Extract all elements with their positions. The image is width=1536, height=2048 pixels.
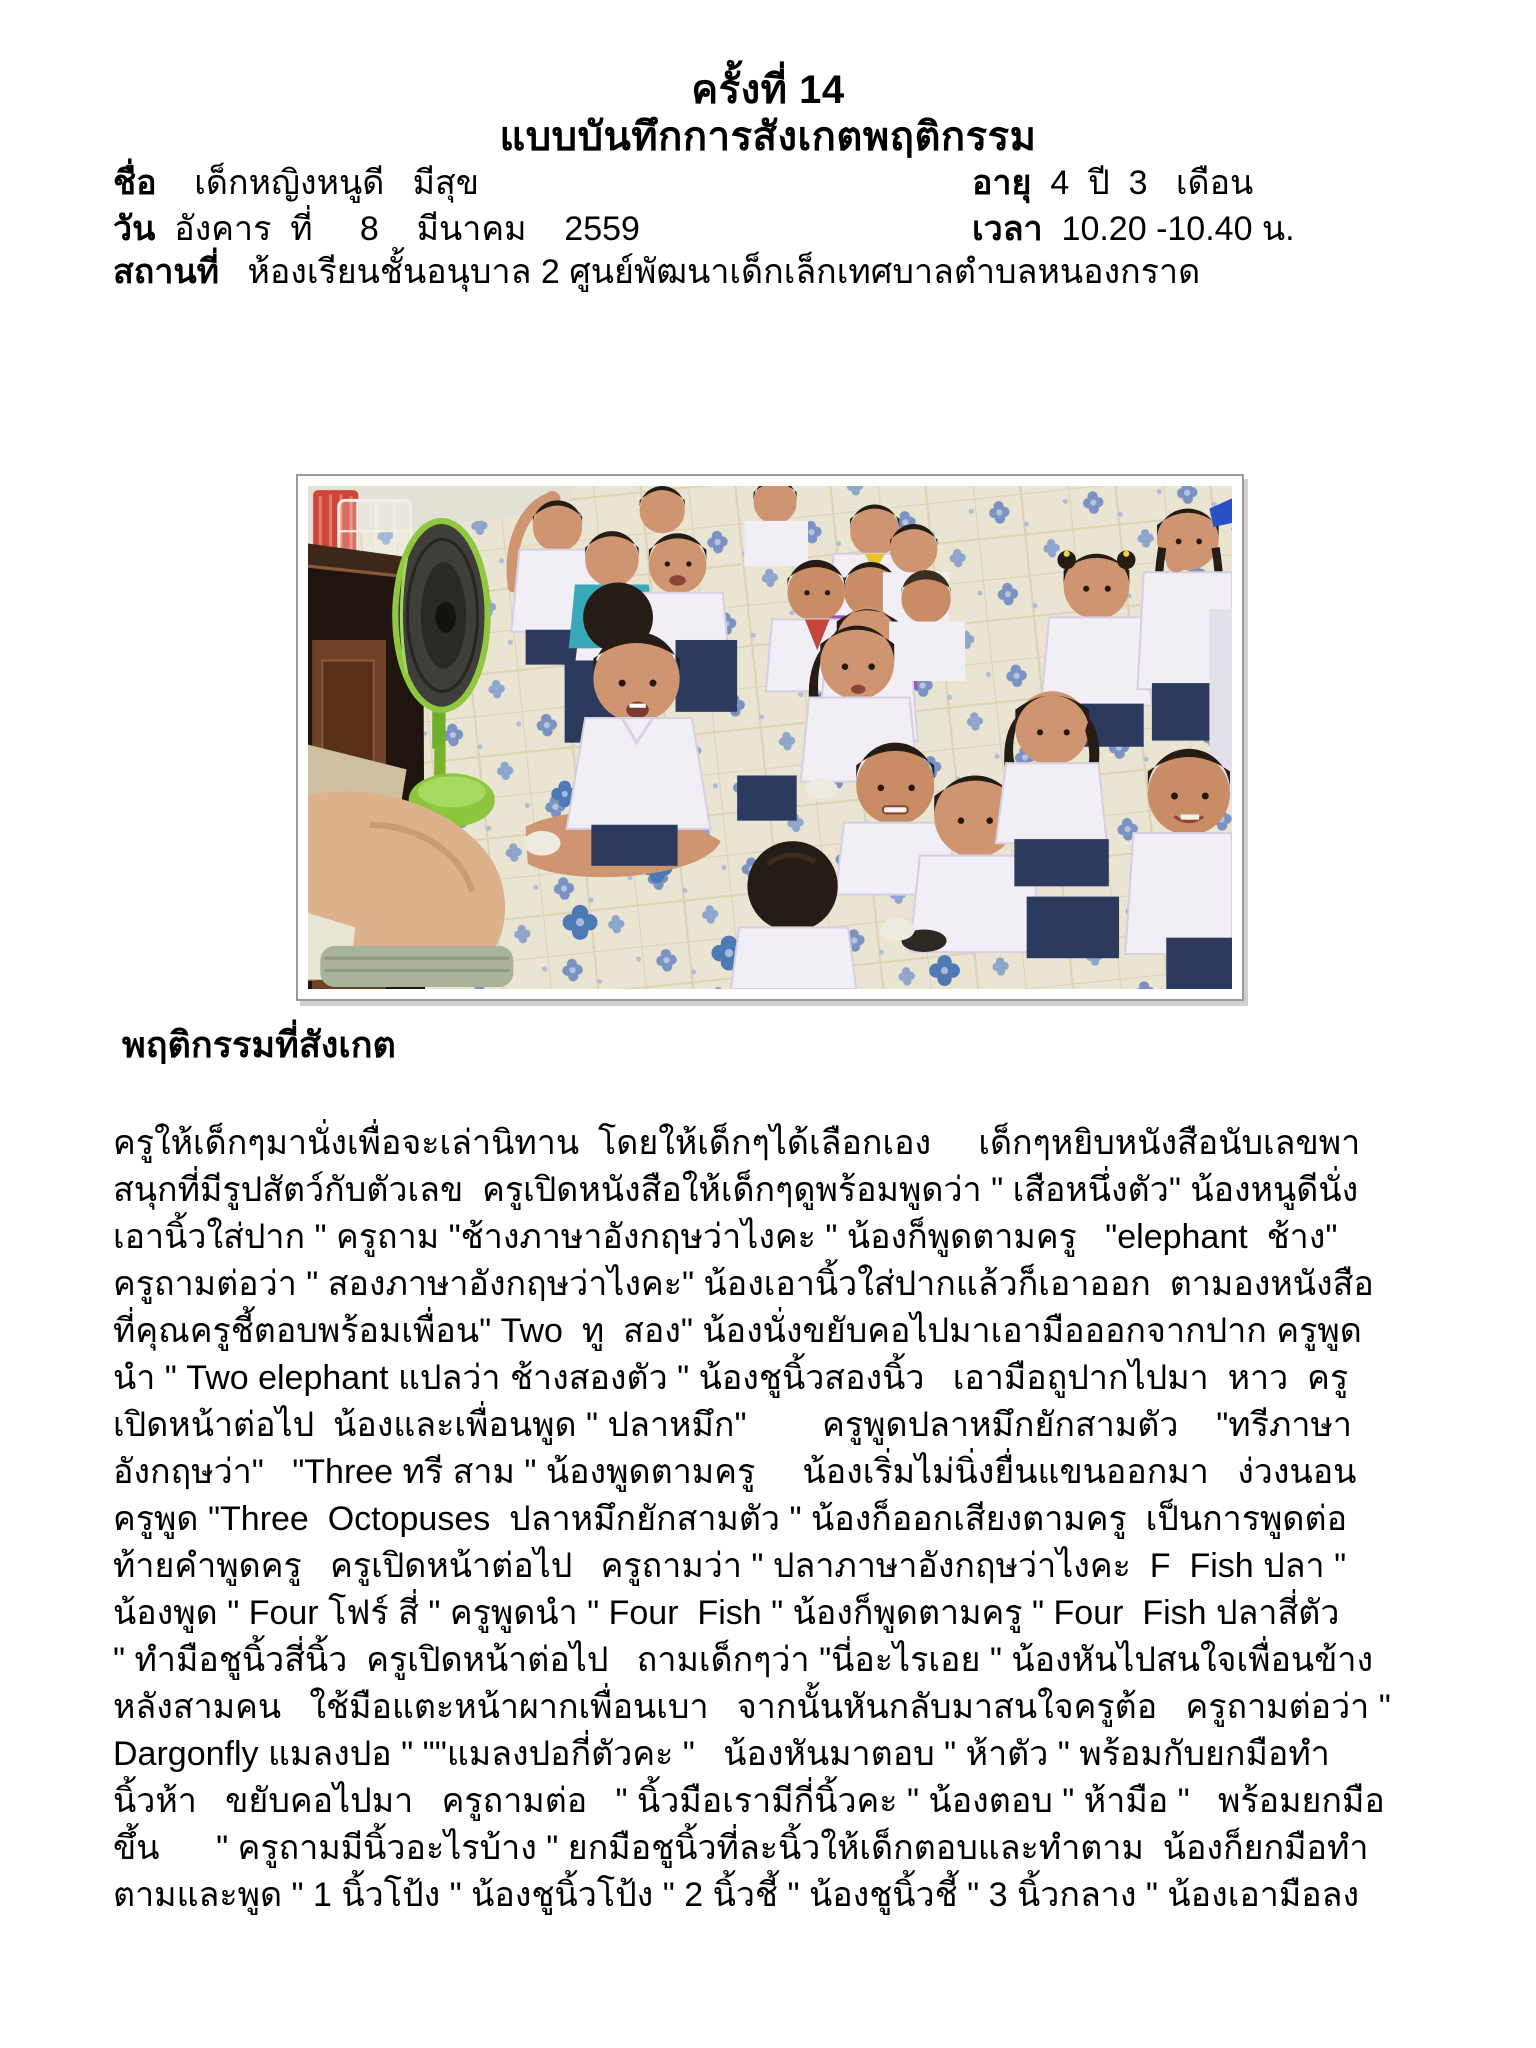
age-row xyxy=(972,160,1253,206)
session-title: ครั้งที่ 14 xyxy=(691,68,845,112)
observation-line: ตามและพูด " 1 นิ้วโป้ง " น้องชูนิ้วโป้ง " 2 นิ้วชี้ " น้องชูนิ้วชี้ " 3 นิ้วกลาง " น้องเอามือลง xyxy=(113,1876,1360,1914)
age-label: อายุ xyxy=(972,164,1032,202)
observation-line: ท้ายคำพูดครู ครูเปิดหน้าต่อไป ครูถามว่า " ปลาภาษาอังกฤษว่าไงคะ F Fish ปลา " xyxy=(113,1547,1347,1585)
place-row xyxy=(113,249,1200,295)
observation-line: ครูพูด "Three Octopuses ปลาหมึกยักสามตัว " น้องก็ออกเสียงตามครู เป็นการพูดต่อ xyxy=(113,1500,1347,1538)
observation-line: น้องพูด " Four โฟร์ สี่ " ครูพูดนำ " Four Fish " น้องก็พูดตามครู " Four Fish ปลาสี่ตัว xyxy=(113,1594,1340,1632)
place-value: ห้องเรียนชั้นอนุบาล 2 ศูนย์พัฒนาเด็กเล็กเทศบาลตำบลหนองกราด xyxy=(247,253,1201,291)
observation-line: นำ " Two elephant แปลว่า ช้างสองตัว " น้องชูนิ้วสองนิ้ว เอามือถูปากไปมา หาว ครู xyxy=(113,1359,1349,1397)
time-row xyxy=(972,206,1295,252)
child-shorts xyxy=(1166,938,1232,989)
day-row xyxy=(113,206,640,252)
name-value: เด็กหญิงหนูดี มีสุข xyxy=(194,164,480,202)
time-label: เวลา xyxy=(972,210,1043,248)
classroom-photo xyxy=(296,474,1244,1001)
observation-line: ขึ้น " ครูถามมีนิ้วอะไรบ้าง " ยกมือชูนิ้วที่ละนิ้วให้เด็กตอบและทำตาม น้องก็ยกมือทำ xyxy=(113,1829,1369,1867)
observation-line: " ทำมือชูนิ้วสี่นิ้ว ครูเปิดหน้าต่อไป ถามเด็กๆว่า "นี่อะไรเอย " น้องหันไปสนใจเพื่อนข้าง xyxy=(113,1641,1374,1679)
observation-line: สนุกที่มีรูปสัตว์กับตัวเลข ครูเปิดหนังสือให้เด็กๆดูพร้อมพูดว่า " เสือหนึ่งตัว" น้องหนูดีนั่ง xyxy=(113,1171,1359,1209)
child xyxy=(640,486,685,533)
name-label: ชื่อ xyxy=(113,164,157,202)
observation-line: เปิดหน้าต่อไป น้องและเพื่อนพูด " ปลาหมึก" ครูพูดปลาหมึกยักสามตัว "ทรีภาษา xyxy=(113,1406,1352,1444)
observation-line: เอานิ้วใส่ปาก " ครูถาม "ช้างภาษาอังกฤษว่าไงคะ " น้องก็พูดตามครู "elephant ช้าง" xyxy=(113,1218,1338,1256)
time-value: 10.20 -10.40 น. xyxy=(1061,210,1295,248)
name-row xyxy=(113,160,479,206)
age-value: 4 ปี 3 เดือน xyxy=(1050,164,1254,202)
observation-line: หลังสามคน ใช้มือแตะหน้าผากเพื่อนเบา จากนั้นหันกลับมาสนใจครูต้อ ครูถามต่อว่า " xyxy=(113,1688,1391,1726)
day-value: อังคาร ที่ 8 มีนาคม 2559 xyxy=(174,210,640,248)
observation-line: ครูถามต่อว่า " สองภาษาอังกฤษว่าไงคะ" น้องเอานิ้วใส่ปากแล้วก็เอาออก ตามองหนังสือ xyxy=(113,1265,1374,1303)
observation-line: อังกฤษว่า" "Three ทรี สาม " น้องพูดตามครู น้องเริ่มไม่นิ่งยื่นแขนออกมา ง่วงนอน xyxy=(113,1453,1357,1491)
day-label: วัน xyxy=(113,210,156,248)
child-shorts xyxy=(737,775,797,820)
observation-line: นิ้วห้า ขยับคอไปมา ครูถามต่อ " นิ้วมือเรามีกี่นิ้วคะ " น้องตอบ " ห้ามือ " พร้อมยกมือ xyxy=(113,1782,1385,1820)
classroom-photo-illustration xyxy=(308,486,1232,989)
observation-paragraph xyxy=(113,1120,1443,1919)
section-heading: พฤติกรรมที่สังเกต xyxy=(122,1024,396,1065)
form-title: แบบบันทึกการสังเกตพฤติกรรม xyxy=(499,115,1037,159)
observation-line: Dargonfly แมลงปอ " ""แมลงปอกี่ตัวคะ " น้องหันมาตอบ " ห้าตัว " พร้อมกับยกมือทำ xyxy=(113,1735,1330,1773)
place-label: สถานที่ xyxy=(113,253,220,291)
observation-line: ครูให้เด็กๆมานั่งเพื่อจะเล่านิทาน โดยให้เด็กๆได้เลือกเอง เด็กๆหยิบหนังสือนับเลขพา xyxy=(113,1124,1361,1162)
observation-line: ที่คุณครูชี้ตอบพร้อมเพื่อน" Two ทู สอง" น้องนั่งขยับคอไปมาเอามือออกจากปาก ครูพูด xyxy=(113,1312,1362,1350)
